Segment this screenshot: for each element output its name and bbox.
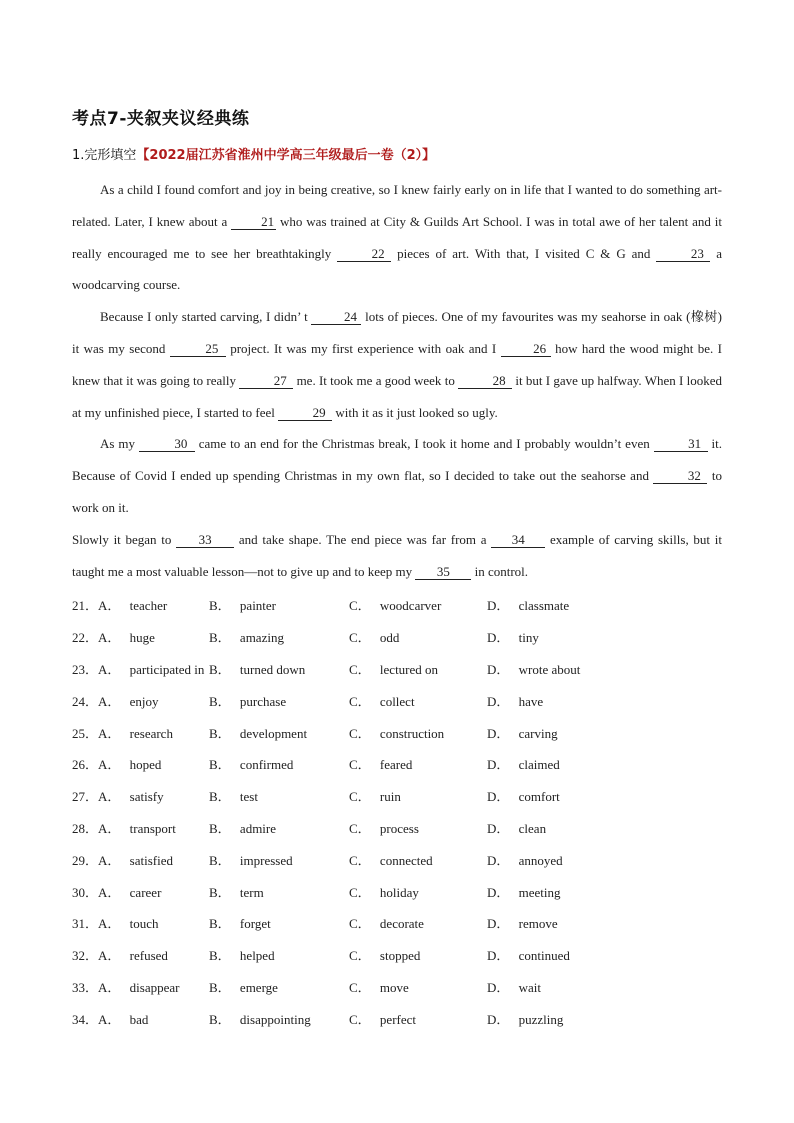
option-row [72, 1002, 722, 1034]
option-text: bad [129, 1011, 149, 1027]
option-letter: A． [98, 598, 124, 614]
passage-text: it. Because of Covid I ended up spending Christmas in my own flat, so I decided to take out the seahorse and [72, 436, 722, 484]
question-number: 34． [72, 1011, 99, 1027]
option-letter: A． [98, 630, 124, 646]
passage-paragraph [72, 301, 722, 428]
option-b [209, 723, 349, 742]
option-text: classmate [518, 598, 570, 614]
option-text: comfort [518, 789, 560, 805]
option-letter: D． [487, 630, 513, 646]
option-b [209, 1009, 349, 1028]
option-d [487, 1009, 627, 1028]
option-text: turned down [239, 661, 306, 677]
option-letter: D． [487, 789, 513, 805]
blank-23: 23 [656, 247, 710, 262]
option-text: carving [518, 725, 558, 741]
option-a [72, 945, 209, 964]
blank-31: 31 [654, 437, 708, 452]
question-number: 33． [72, 979, 99, 995]
question-number: 21． [72, 598, 99, 614]
answer-options [72, 589, 722, 1034]
option-text: test [239, 789, 258, 805]
question-number: 28． [72, 820, 99, 836]
blank-34: 34 [491, 533, 545, 548]
cloze-passage [72, 174, 722, 587]
option-text: ruin [379, 789, 401, 805]
option-a [72, 659, 209, 678]
option-letter: B． [209, 1011, 234, 1027]
option-row [72, 843, 722, 875]
passage-text: As my [100, 436, 139, 452]
option-text: process [379, 820, 419, 836]
option-letter: D． [487, 852, 513, 868]
blank-21: 21 [231, 215, 276, 230]
option-c [349, 754, 487, 773]
passage-text: Slowly it began to [72, 531, 177, 547]
option-letter: B． [209, 693, 234, 709]
option-row [72, 684, 722, 716]
page-title: 考点7-夹叙夹议经典练 [72, 109, 250, 129]
question-number: 27． [72, 789, 99, 805]
passage-text: lots of pieces. One of my favourites was my seahorse in oak (橡树) it was my second [72, 309, 722, 356]
passage-paragraph [72, 174, 722, 301]
option-d [487, 945, 627, 964]
option-text: teacher [129, 598, 168, 614]
option-letter: C． [349, 1011, 374, 1027]
passage-text: with it as it just looked so ugly. [332, 404, 498, 420]
question-number: 31． [72, 916, 99, 932]
passage-text: who was trained at City & Guilds Art School. I was in total awe of her talent and it really encouraged me to see her breathtakingly [72, 213, 722, 261]
option-row [72, 907, 722, 939]
passage-paragraph [72, 524, 722, 588]
option-letter: C． [349, 948, 374, 964]
option-d [487, 882, 627, 901]
option-text: move [379, 979, 409, 995]
option-text: clean [518, 820, 547, 836]
option-text: wait [518, 979, 542, 995]
option-text: transport [129, 820, 176, 836]
option-letter: C． [349, 598, 374, 614]
option-b [209, 691, 349, 710]
option-text: decorate [379, 916, 424, 932]
option-a [72, 818, 209, 837]
option-letter: C． [349, 661, 374, 677]
option-c [349, 659, 487, 678]
option-a [72, 595, 209, 614]
option-letter: A． [98, 693, 124, 709]
passage-text: a woodcarving course. [72, 245, 722, 293]
option-a [72, 1009, 209, 1028]
option-row [72, 621, 722, 653]
option-c [349, 691, 487, 710]
option-letter: B． [209, 757, 234, 773]
option-text: confirmed [239, 757, 294, 773]
question-number: 26． [72, 757, 99, 773]
option-row [72, 939, 722, 971]
option-text: connected [379, 852, 433, 868]
option-letter: D． [487, 884, 513, 900]
option-letter: B． [209, 725, 234, 741]
option-letter: B． [209, 852, 234, 868]
blank-22: 22 [337, 247, 391, 262]
option-letter: A． [98, 725, 124, 741]
option-text: annoyed [518, 852, 563, 868]
option-text: admire [239, 820, 277, 836]
option-letter: D． [487, 693, 513, 709]
option-text: satisfied [129, 852, 173, 868]
option-text: painter [239, 598, 277, 614]
option-d [487, 595, 627, 614]
option-letter: B． [209, 661, 234, 677]
option-row [72, 780, 722, 812]
option-row [72, 589, 722, 621]
option-letter: B． [209, 598, 234, 614]
option-a [72, 754, 209, 773]
option-text: helped [239, 948, 275, 964]
option-text: lectured on [379, 661, 439, 677]
option-text: amazing [239, 630, 284, 646]
passage-text: how hard the wood might be. I knew that it was going to really [72, 340, 722, 388]
option-text: stopped [379, 948, 421, 964]
option-a [72, 691, 209, 710]
option-b [209, 850, 349, 869]
option-text: disappointing [239, 1011, 311, 1027]
option-letter: A． [98, 916, 124, 932]
option-b [209, 818, 349, 837]
option-c [349, 723, 487, 742]
option-text: remove [518, 916, 558, 932]
option-row [72, 875, 722, 907]
option-letter: C． [349, 789, 374, 805]
option-text: impressed [239, 852, 293, 868]
passage-text: to work on it. [72, 468, 722, 515]
blank-28: 28 [458, 374, 512, 389]
option-c [349, 786, 487, 805]
option-text: construction [379, 725, 445, 741]
option-c [349, 627, 487, 646]
option-row [72, 748, 722, 780]
option-letter: C． [349, 693, 374, 709]
option-letter: D． [487, 757, 513, 773]
option-c [349, 882, 487, 901]
option-text: perfect [379, 1011, 417, 1027]
option-letter: B． [209, 916, 234, 932]
option-text: disappear [129, 979, 180, 995]
option-letter: D． [487, 661, 513, 677]
passage-text: Because I only started carving, I didn’ t [100, 309, 312, 325]
option-text: term [239, 884, 264, 900]
option-d [487, 723, 627, 742]
option-text: satisfy [129, 789, 164, 805]
question-number: 25． [72, 725, 99, 741]
option-letter: A． [98, 661, 124, 677]
option-text: development [239, 725, 308, 741]
option-letter: A． [98, 852, 124, 868]
option-letter: A． [98, 979, 124, 995]
option-letter: D． [487, 598, 513, 614]
option-letter: C． [349, 884, 374, 900]
option-text: refused [129, 948, 168, 964]
option-letter: A． [98, 757, 124, 773]
option-text: wrote about [518, 661, 581, 677]
option-letter: C． [349, 820, 374, 836]
passage-text: pieces of art. With that, I visited C & G and [391, 245, 657, 261]
option-c [349, 850, 487, 869]
option-text: meeting [518, 884, 561, 900]
blank-32: 32 [653, 469, 707, 484]
option-text: participated in [129, 661, 205, 677]
option-row [72, 716, 722, 748]
passage-text: came to an end for the Christmas break, I took it home and I probably wouldn’t even [194, 436, 654, 452]
option-text: huge [129, 630, 155, 646]
option-text: feared [379, 757, 413, 773]
section-subtitle [72, 144, 435, 163]
option-letter: D． [487, 948, 513, 964]
option-c [349, 913, 487, 932]
option-letter: A． [98, 1011, 124, 1027]
option-row [72, 653, 722, 685]
option-b [209, 882, 349, 901]
passage-text: project. It was my first experience with oak and I [225, 340, 501, 356]
option-letter: B． [209, 884, 234, 900]
blank-25: 25 [170, 342, 226, 357]
item-label: 1.完形填空 [72, 148, 137, 163]
option-d [487, 627, 627, 646]
question-number: 24． [72, 693, 99, 709]
option-letter: A． [98, 820, 124, 836]
option-row [72, 812, 722, 844]
option-text: tiny [518, 630, 539, 646]
option-letter: D． [487, 979, 513, 995]
option-d [487, 818, 627, 837]
question-number: 23． [72, 661, 99, 677]
option-b [209, 627, 349, 646]
option-letter: C． [349, 852, 374, 868]
option-d [487, 977, 627, 996]
option-row [72, 971, 722, 1003]
option-d [487, 659, 627, 678]
option-d [487, 913, 627, 932]
option-letter: B． [209, 630, 234, 646]
passage-text: example of carving skills, but it taught me a most valuable lesson—not to give up and to keep my [72, 531, 722, 579]
option-text: collect [379, 693, 415, 709]
question-number: 22． [72, 630, 99, 646]
option-c [349, 1009, 487, 1028]
option-letter: C． [349, 630, 374, 646]
option-letter: D． [487, 820, 513, 836]
option-text: puzzling [518, 1011, 564, 1027]
option-letter: A． [98, 789, 124, 805]
option-letter: D． [487, 725, 513, 741]
option-text: continued [518, 948, 570, 964]
option-text: enjoy [129, 693, 159, 709]
option-c [349, 977, 487, 996]
blank-29: 29 [278, 406, 332, 421]
option-a [72, 913, 209, 932]
blank-33: 33 [176, 533, 234, 548]
question-number: 29． [72, 852, 99, 868]
option-a [72, 723, 209, 742]
passage-text: me. It took me a good week to [293, 372, 459, 388]
option-letter: C． [349, 916, 374, 932]
option-text: research [129, 725, 173, 741]
option-b [209, 945, 349, 964]
option-text: odd [379, 630, 400, 646]
option-text: have [518, 693, 544, 709]
option-text: claimed [518, 757, 560, 773]
option-letter: C． [349, 979, 374, 995]
question-number: 32． [72, 948, 99, 964]
option-c [349, 818, 487, 837]
option-b [209, 977, 349, 996]
option-text: emerge [239, 979, 278, 995]
passage-text: As a child I found comfort and joy in being creative, so I knew fairly early on in life that I wanted to do something art-related. Later, I knew about a [72, 182, 722, 229]
option-c [349, 595, 487, 614]
option-text: career [129, 884, 162, 900]
option-text: forget [239, 916, 271, 932]
option-text: woodcarver [379, 598, 442, 614]
option-b [209, 913, 349, 932]
option-letter: B． [209, 979, 234, 995]
source-label: 【2022届江苏省淮州中学高三年级最后一卷（2）】 [136, 148, 436, 163]
option-letter: B． [209, 948, 234, 964]
option-letter: B． [209, 789, 234, 805]
option-letter: C． [349, 725, 374, 741]
option-a [72, 850, 209, 869]
option-d [487, 850, 627, 869]
option-a [72, 627, 209, 646]
passage-text: it but I gave up halfway. When I looked at my unfinished piece, I started to feel [72, 372, 722, 420]
option-letter: B． [209, 820, 234, 836]
blank-26: 26 [501, 342, 551, 357]
option-b [209, 595, 349, 614]
option-a [72, 882, 209, 901]
option-text: holiday [379, 884, 419, 900]
blank-35: 35 [415, 565, 471, 580]
passage-paragraph [72, 428, 722, 523]
option-letter: C． [349, 757, 374, 773]
option-text: touch [129, 916, 159, 932]
option-c [349, 945, 487, 964]
blank-30: 30 [139, 437, 195, 452]
option-letter: A． [98, 948, 124, 964]
blank-24: 24 [311, 310, 361, 325]
option-text: purchase [239, 693, 287, 709]
option-d [487, 786, 627, 805]
question-number: 30． [72, 884, 99, 900]
option-letter: A． [98, 884, 124, 900]
passage-text: in control. [471, 563, 529, 579]
option-a [72, 977, 209, 996]
blank-27: 27 [239, 374, 293, 389]
option-letter: D． [487, 1011, 513, 1027]
option-b [209, 786, 349, 805]
option-d [487, 754, 627, 773]
option-b [209, 754, 349, 773]
option-d [487, 691, 627, 710]
option-text: hoped [129, 757, 162, 773]
option-letter: D． [487, 916, 513, 932]
option-b [209, 659, 349, 678]
passage-text: and take shape. The end piece was far from a [234, 531, 492, 547]
option-a [72, 786, 209, 805]
